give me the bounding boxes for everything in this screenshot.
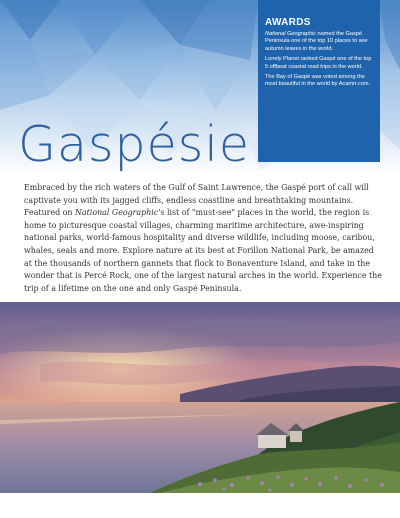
body-paragraph — [24, 182, 384, 295]
body-text-part-2: 's list of "must-see" places in the world, the region is home to picturesque coastal villages, charming maritime architecture, awe-inspiring national parks, world-famous hospitality and diverse wildlife, including moose, caribou, whales, seals and more. Explore nature at its best at Forillon National Park, be amazed at the thousands of northern gannets that flock to Bonaventure Island, and take in the wonder that is Percé Rock, one of the largest natural arches in the world. Experience the trip of a lifetime on the one and only Gaspé Peninsula. — [24, 208, 382, 293]
award-item-1-emphasis: National Geographic — [265, 31, 316, 37]
body-text-part-1: Embraced by the rich waters of the Gulf of Saint Lawrence, the Gaspé port of call will captivate you with its jagged cliffs, endless coastline and breathtaking mountains. Featured on — [24, 183, 369, 218]
coastal-sunset-photo — [0, 302, 400, 493]
body-text-emphasis: National Geographic — [75, 208, 159, 218]
page-title: Gaspésie — [18, 116, 251, 173]
award-item-3 — [265, 74, 374, 89]
awards-box — [258, 0, 380, 162]
award-item-3-text: The Bay of Gaspé was voted among the most beautiful in the world by Acamrr.com. — [265, 74, 371, 88]
award-item-2-text: Lonely Planet ranked Gaspé one of the top 5 offbeat coastal road trips in the world. — [265, 56, 372, 70]
award-item-1 — [265, 31, 374, 53]
award-item-1-text: named the Gaspé Peninsula one of the top 10 places to see autumn leaves in the world. — [265, 31, 368, 52]
awards-title: AWARDS — [265, 17, 311, 28]
award-item-2 — [265, 56, 374, 71]
